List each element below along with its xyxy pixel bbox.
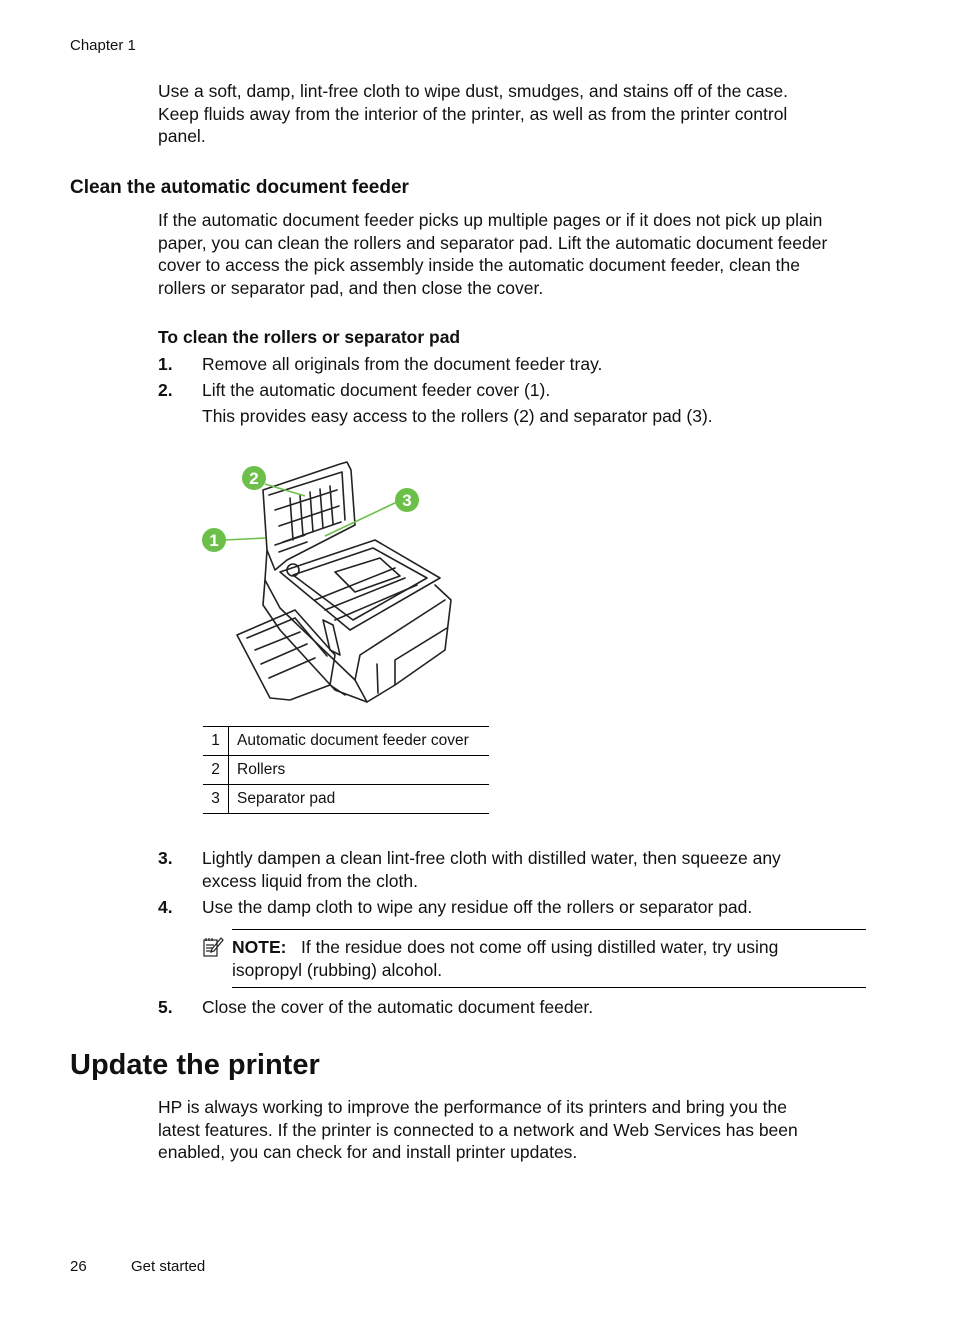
table-row <box>203 756 489 785</box>
intro-line: Keep fluids away from the interior of the printer, as well as from the printer control <box>158 103 788 124</box>
step-subtext: This provides easy access to the rollers (2) and separator pad (3). <box>202 406 713 426</box>
svg-text:2: 2 <box>249 469 259 488</box>
note-label: NOTE: <box>232 937 287 957</box>
section-heading-adf: Clean the automatic document feeder <box>70 177 409 198</box>
svg-text:3: 3 <box>402 491 412 510</box>
page-number: 26 <box>70 1258 87 1275</box>
update-line: latest features. If the printer is connected to a network and Web Services has been <box>158 1119 798 1140</box>
step-number: 2. <box>158 380 173 400</box>
part-number: 2 <box>203 756 229 785</box>
step-text: Close the cover of the automatic document feeder. <box>202 997 594 1017</box>
adf-line: If the automatic document feeder picks up multiple pages or if it does not pick up plain <box>158 210 823 230</box>
part-label: Automatic document feeder cover <box>229 727 490 756</box>
parts-table <box>203 726 489 814</box>
table-row <box>203 785 489 814</box>
adf-line: rollers or separator pad, and then close the cover. <box>158 277 544 298</box>
note-body <box>232 936 778 981</box>
callout-1 <box>202 528 226 552</box>
adf-line: paper, you can clean the rollers and separator pad. Lift the automatic document feeder <box>158 232 828 253</box>
part-label: Rollers <box>229 756 490 785</box>
update-line: enabled, you can check for and install printer updates. <box>158 1142 578 1162</box>
step-text: Use the damp cloth to wipe any residue off the rollers or separator pad. <box>202 897 753 917</box>
intro-paragraph <box>158 80 788 148</box>
note-text: isopropyl (rubbing) alcohol. <box>232 959 443 980</box>
part-number: 3 <box>203 785 229 814</box>
adf-paragraph <box>158 209 827 299</box>
adf-illustration <box>195 450 465 710</box>
part-number: 1 <box>203 727 229 756</box>
svg-text:1: 1 <box>209 531 219 550</box>
step-text: Lift the automatic document feeder cover (1). <box>202 380 551 400</box>
step-text <box>202 847 781 892</box>
step-number: 5. <box>158 997 173 1017</box>
step-number: 1. <box>158 354 173 374</box>
adf-line: cover to access the pick assembly inside the automatic document feeder, clean the <box>158 255 801 275</box>
note-pencil-icon <box>202 936 224 958</box>
update-paragraph <box>158 1096 798 1164</box>
part-label: Separator pad <box>229 785 490 814</box>
step-text-line: excess liquid from the cloth. <box>202 870 418 891</box>
step-number: 3. <box>158 848 173 868</box>
step-number: 4. <box>158 897 173 917</box>
footer-section: Get started <box>131 1258 206 1275</box>
callout-2 <box>242 466 266 490</box>
note-text: If the residue does not come off using distilled water, try using <box>301 937 779 957</box>
chapter-header: Chapter 1 <box>70 37 136 54</box>
intro-line: Use a soft, damp, lint-free cloth to wipe dust, smudges, and stains off of the case. <box>158 81 789 101</box>
note-bottom-rule <box>232 987 866 988</box>
intro-line: panel. <box>158 126 206 146</box>
callout-3 <box>395 488 419 512</box>
step-text: Remove all originals from the document feeder tray. <box>202 354 603 374</box>
table-row <box>203 727 489 756</box>
section-heading-update: Update the printer <box>70 1049 320 1081</box>
note-top-rule <box>232 929 866 930</box>
procedure-heading: To clean the rollers or separator pad <box>158 327 461 347</box>
update-line: HP is always working to improve the performance of its printers and bring you the <box>158 1097 788 1117</box>
step-text-line: Lightly dampen a clean lint-free cloth with distilled water, then squeeze any <box>202 848 781 868</box>
